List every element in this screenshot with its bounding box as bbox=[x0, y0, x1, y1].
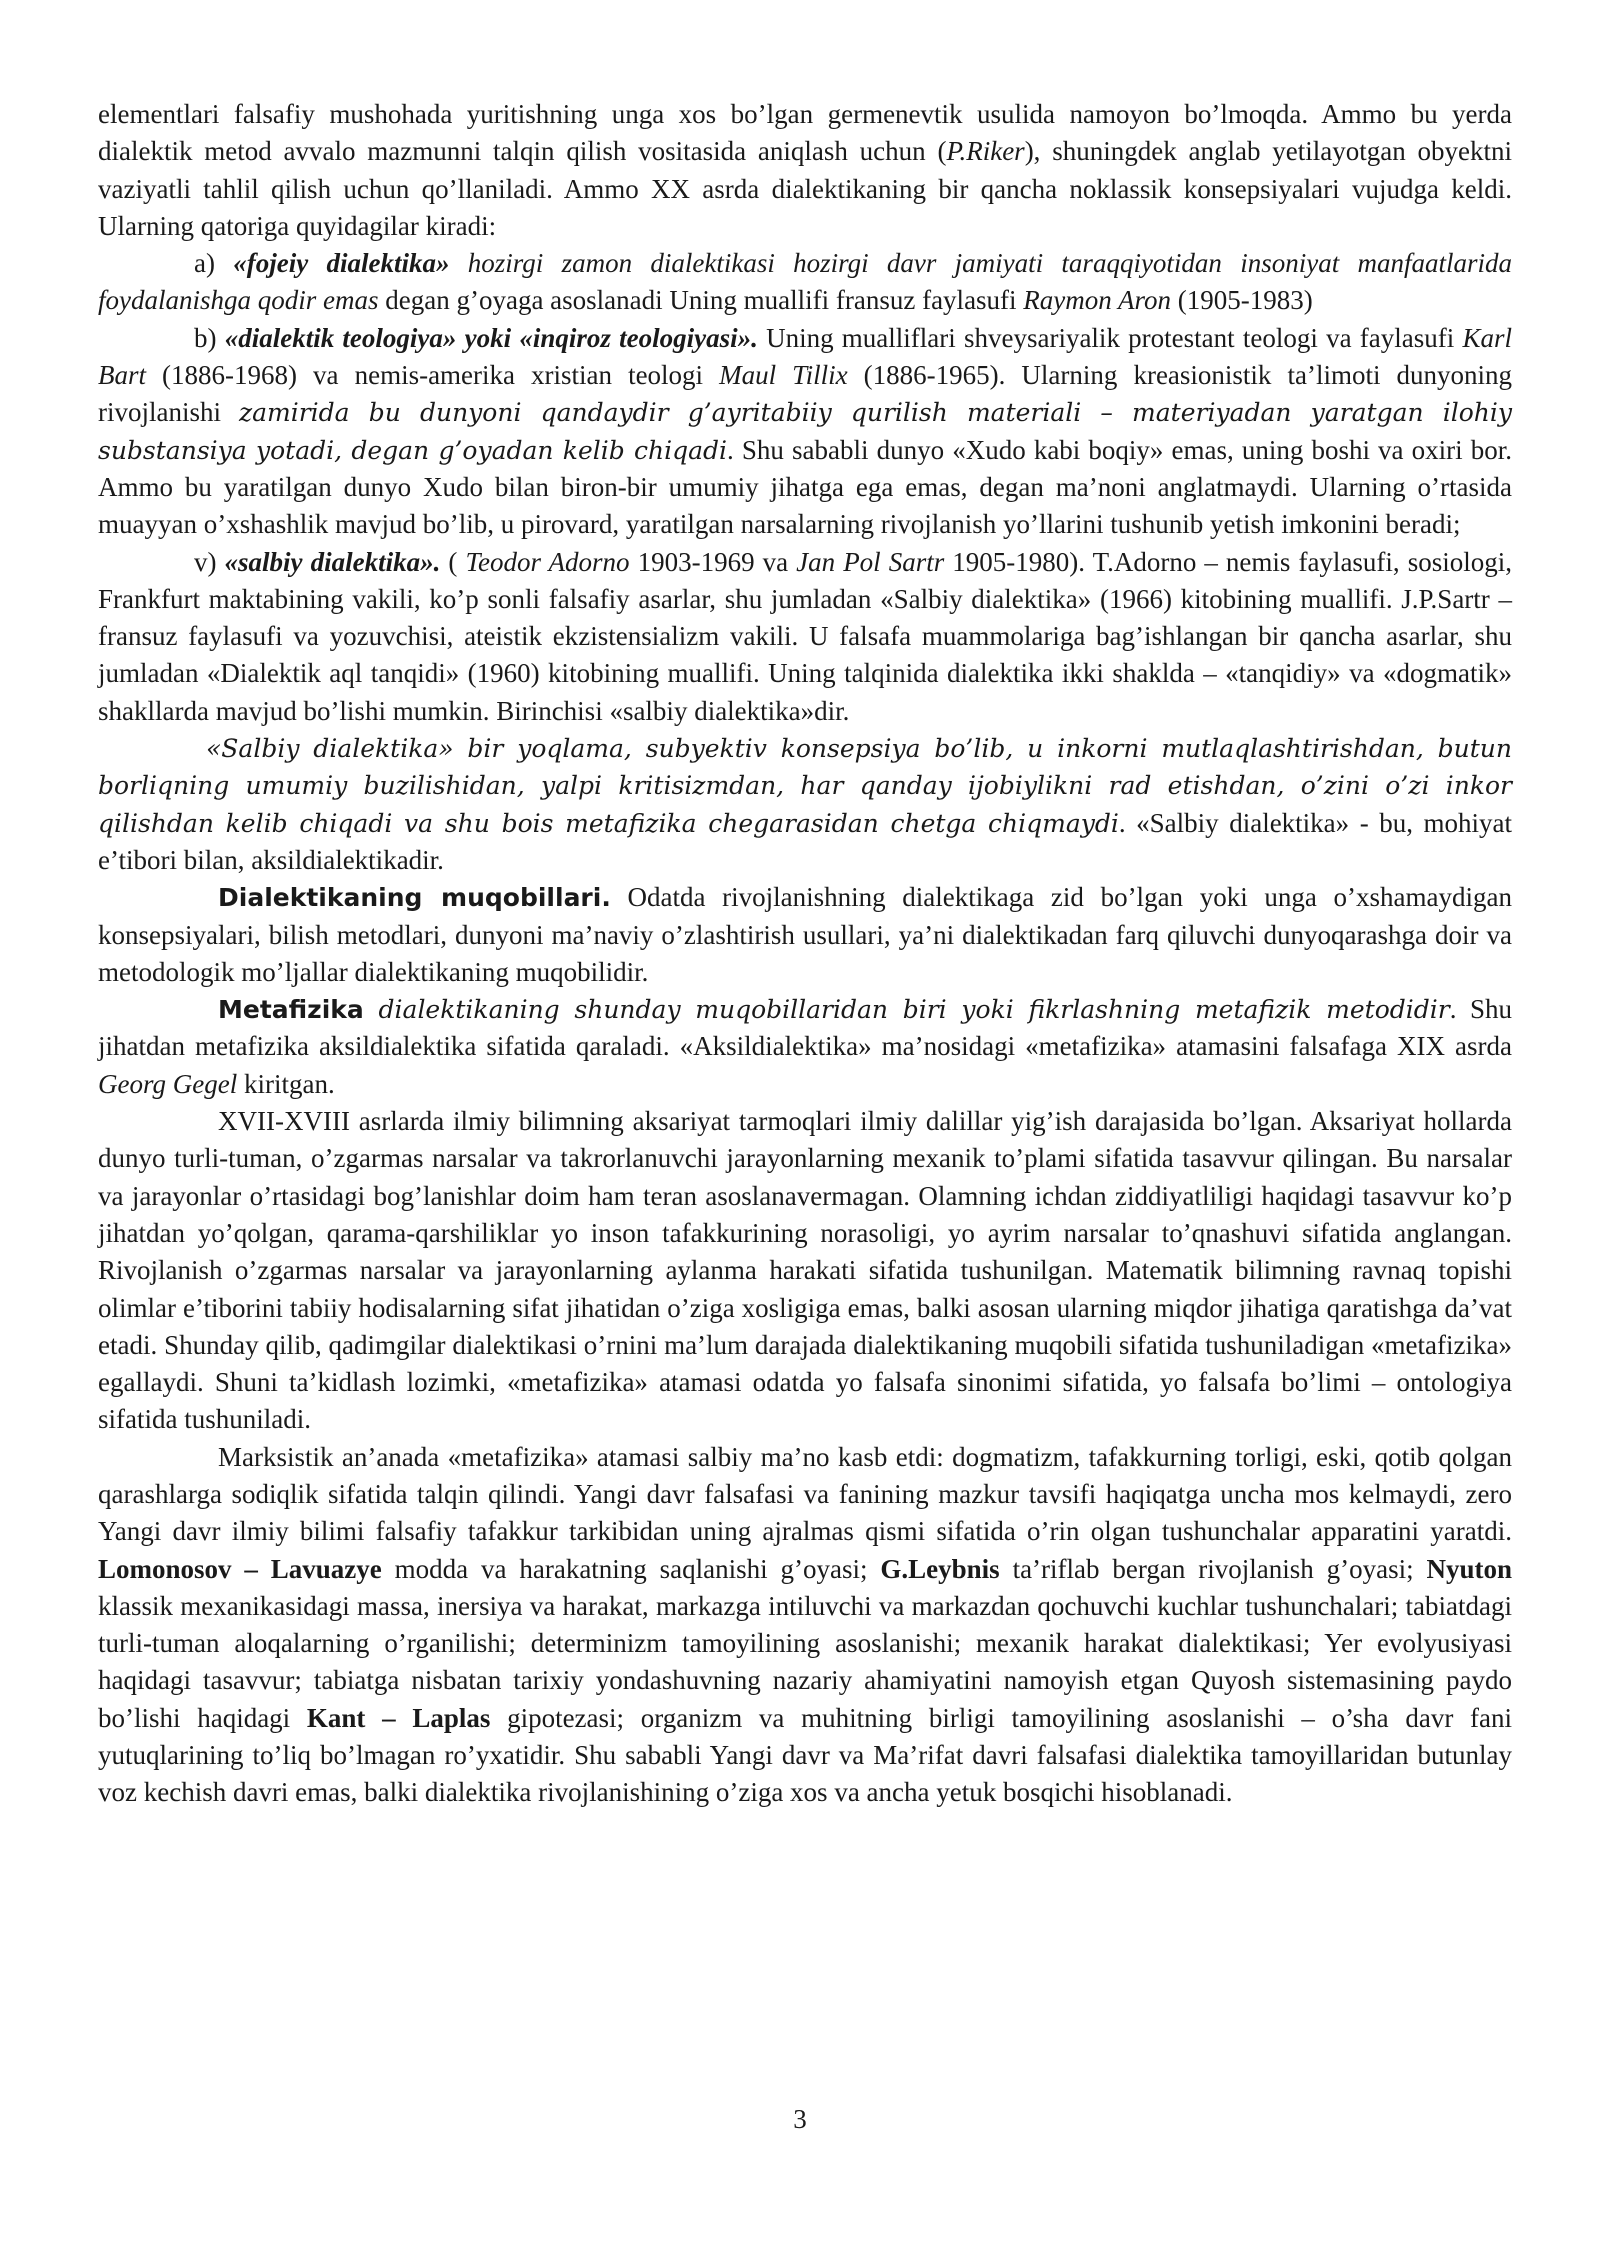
author-name: Raymon Aron bbox=[1023, 285, 1172, 316]
section-heading: Dialektikaning muqobillari. bbox=[218, 883, 611, 913]
text-run: elementlari falsafiy mushohada yuritishning unga xos bo’lgan germenevtik usulida namoyon bo’lmoqda. Ammo bu yerda dialektik metod avvalo mazmunni talqin qilish vositasida aniqlash uchun ( bbox=[98, 99, 1512, 167]
term-heading: «salbiy dialektika». bbox=[224, 546, 441, 577]
document-page bbox=[98, 96, 1512, 1812]
term-heading: «dialektik teologiya» yoki «inqiroz teologiyasi». bbox=[224, 322, 758, 353]
paragraph-salbiy-definition bbox=[98, 730, 1512, 879]
paragraph-xvii-xviii bbox=[98, 1103, 1512, 1439]
author-name: Teodor Adorno bbox=[465, 546, 630, 577]
paragraph-marksistik bbox=[98, 1439, 1512, 1812]
text-run: . Shu sababli dunyo «Xudo kabi boqiy» emas, uning boshi va oxiri bor. Ammo bu yaratilgan dunyo Xudo bilan biron-bir umumiy jihatga ega emas, degan ma’noni anglatmaydi. Ularning o’rtasida muayyan o’xshashlik mavjud bo’lib, u pirovard, yaratilgan narsalarning rivojlanish yo’llarini tushunib yetish imkonini beradi; bbox=[98, 434, 1513, 540]
author-name: Georg Gegel bbox=[98, 1068, 238, 1099]
text-run: (1886-1965). Ularning kreasionistik ta’limoti dunyoning rivojlanishi bbox=[98, 360, 1512, 428]
term-heading: «fojeiy dialektika» bbox=[233, 248, 450, 279]
italic-definition: hozirgi zamon dialektikasi hozirgi davr jamiyati taraqqiyotidan insoniyat manfaatlarida foydalanishga qodir emas bbox=[98, 248, 1512, 316]
section-heading: Metafizika bbox=[218, 995, 364, 1025]
bold-name: G.Leybnis bbox=[880, 1553, 1000, 1584]
author-name: P.Riker bbox=[946, 136, 1025, 167]
author-name: Maul Tillix bbox=[719, 360, 848, 391]
text-run: . Shu jihatdan metafizika aksildialektika sifatida qaraladi. «Aksildialektika» ma’nosidagi «metafizika» atamasini falsafaga XIX asrda bbox=[98, 994, 1512, 1062]
bold-name: Lomonosov – Lavuazye bbox=[98, 1553, 382, 1584]
text-run: (1886-1968) va nemis-amerika xristian teologi bbox=[146, 360, 720, 391]
paragraph-salbiy-dialektika bbox=[98, 544, 1512, 730]
bold-name: Nyuton bbox=[1426, 1553, 1512, 1584]
text-run: klassik mexanikasidagi massa, inersiya va harakat, markazga intiluvchi va markazdan qochuvchi kuchlar tushunchalari; tabiatdagi turli-tuman aloqalarning o’rganilishi; determinizm tamoyilining asoslanishi; mexanik harakat dialektikasi; Yer evolyusiyasi haqidagi tasavvur; tabiatga nisbatan tarixiy yondashuvning nazariy ahamiyatini namoyish etgan Quyosh sistemasining paydo bo’lishi haqidagi bbox=[98, 1590, 1512, 1733]
text-run: gipotezasi; organizm va muhitning birligi tamoyilining asoslanishi – o’sha davr fani yutuqlarining to’liq bo’lmagan ro’yxatidir. Shu sababli Yangi davr va Ma’rifat davri falsafasi dialektika tamoyillaridan butunlay voz kechish davri emas, balki dialektika rivojlanishining o’ziga xos va ancha yetuk bosqichi hisoblanadi. bbox=[98, 1702, 1512, 1808]
text-run: Uning mualliflari shveysariyalik protestant teologi va faylasufi bbox=[757, 322, 1463, 353]
paragraph-muqobillar bbox=[98, 879, 1512, 991]
paragraph-dialektik-teologiya bbox=[98, 320, 1512, 544]
italic-definition: zamirida bu dunyoni qandaydir g’ayritabiiy qurilish materiali – materiyadan yaratgan ilohiy substansiya yotadi, degan g’oyadan kelib chiqadi bbox=[98, 398, 1512, 465]
text-run: Odatda rivojlanishning dialektikaga zid bo’lgan yoki unga o’xshamaydigan konsepsiyalari, bilish metodlari, dunyoni ma’naviy o’zlashtirish usullari, ya’ni dialektikadan farq qiluvchi dunyoqarashga doir va metodologik mo’ljallar dialektikaning muqobilidir. bbox=[98, 882, 1512, 987]
text-run: degan g’oyaga asoslanadi Uning muallifi fransuz faylasufi bbox=[378, 285, 1024, 316]
paragraph-fojeiy-dialektika bbox=[98, 245, 1512, 320]
italic-definition: dialektikaning shunday muqobillaridan biri yoki fikrlashning metafizik metodidir bbox=[363, 995, 1450, 1025]
page-number: 3 bbox=[793, 2104, 807, 2134]
list-marker: a) bbox=[194, 248, 234, 279]
text-run: . «Salbiy dialektika» - bu, mohiyat e’tibori bilan, aksildialektikadir. bbox=[98, 807, 1512, 875]
text-run: ( bbox=[440, 546, 466, 577]
list-marker: v) bbox=[194, 546, 225, 577]
author-name: Karl Bart bbox=[98, 322, 1512, 391]
paragraph-metafizika bbox=[98, 991, 1512, 1103]
text-run: (1905-1983) bbox=[1171, 285, 1313, 316]
text-run: kiritgan. bbox=[237, 1068, 335, 1099]
text-run: 1903-1969 va bbox=[629, 546, 797, 577]
text-run: 1905-1980). T.Adorno – nemis faylasufi, sosiologi, Frankfurt maktabining vakili, ko’p sonli falsafiy asarlar, shu jumladan «Salbiy dialektika» (1966) kitobining muallifi. J.P.Sartr – fransuz faylasufi va yozuvchisi, ateistik ekzistensializm vakili. U falsafa muammolariga bag’ishlangan bir qancha asarlar, shu jumladan «Dialektik aql tanqidi» (1960) kitobining muallifi. Uning talqinida dialektika ikki shaklda – «tanqidiy» va «dogmatik» shakllarda mavjud bo’lishi mumkin. Birinchisi «salbiy dialektika»dir. bbox=[98, 546, 1512, 726]
text-run: modda va harakatning saqlanishi g’oyasi; bbox=[381, 1553, 881, 1584]
text-run: ), shuningdek anglab yetilayotgan obyektni vaziyatli tahlil qilish uchun qo’llaniladi. Ammo XX asrda dialektikaning bir qancha noklassik konsepsiyalari vujudga keldi. Ularning qatoriga quyidagilar kiradi: bbox=[98, 136, 1512, 241]
paragraph-1 bbox=[98, 96, 1512, 245]
text-run: Marksistik an’anada «metafizika» atamasi salbiy ma’no kasb etdi: dogmatizm, tafakkurning torligi, eski, qotib qolgan qarashlarga sodiqlik sifatida talqin qilindi. Yangi davr falsafasi va fanining mazkur tavsifi haqiqatga uncha mos kelmaydi, zero Yangi davr ilmiy bilimi falsafiy tafakkur tarkibidan uning ajralmas qismi sifatida o’rin olgan tushunchalar apparatini yaratdi. bbox=[98, 1441, 1512, 1547]
list-marker: b) bbox=[194, 322, 225, 353]
italic-definition: «Salbiy dialektika» bir yoqlama, subyektiv konsepsiya bo’lib, u inkorni mutlaqlashtirishdan, butun borliqning umumiy buzilishidan, yalpi kritisizmdan, har qanday ijobiylikni rad etishdan, o’zini o’zi inkor qilishdan kelib chiqadi va shu bois metafizika chegarasidan chetga chiqmaydi bbox=[98, 734, 1512, 838]
text-run: XVII-XVIII asrlarda ilmiy bilimning aksariyat tarmoqlari ilmiy dalillar yig’ish darajasida bo’lgan. Aksariyat hollarda dunyo turli-tuman, o’zgarmas narsalar va takrorlanuvchi jarayonlarning mexanik to’plami sifatida tasavvur qilingan. Bu narsalar va jarayonlar o’rtasidagi bog’lanishlar doim ham teran asoslanavermagan. Olamning ichdan ziddiyatliligi haqidagi tasavvur ko’p jihatdan yo’qolgan, qarama-qarshiliklar yo inson tafakkurining norasoligi, yo ayrim narsalar to’qnashuvi sifatida anglangan. Rivojlanish o’zgarmas narsalar va jarayonlarning aylanma harakati sifatida tushunilgan. Matematik bilimning ravnaq topishi olimlar e’tiborini tabiiy hodisalarning sifat jihatidan o’ziga xosligiga emas, balki asosan ularning miqdor jihatiga qaratishga da’vat etadi. Shunday qilib, qadimgilar dialektikasi o’rnini ma’lum darajada dialektikaning muqobili sifatida tushuniladigan «metafizika» egallaydi. Shuni ta’kidlash lozimki, «metafizika» atamasi odatda yo falsafa sinonimi sifatida, yo falsafa bo’limi – ontologiya sifatida tushuniladi. bbox=[98, 1106, 1512, 1435]
author-name: Jan Pol Sartr bbox=[796, 546, 945, 577]
text-run: ta’riflab bergan rivojlanish g’oyasi; bbox=[999, 1553, 1427, 1584]
bold-name: Kant – Laplas bbox=[306, 1702, 491, 1733]
